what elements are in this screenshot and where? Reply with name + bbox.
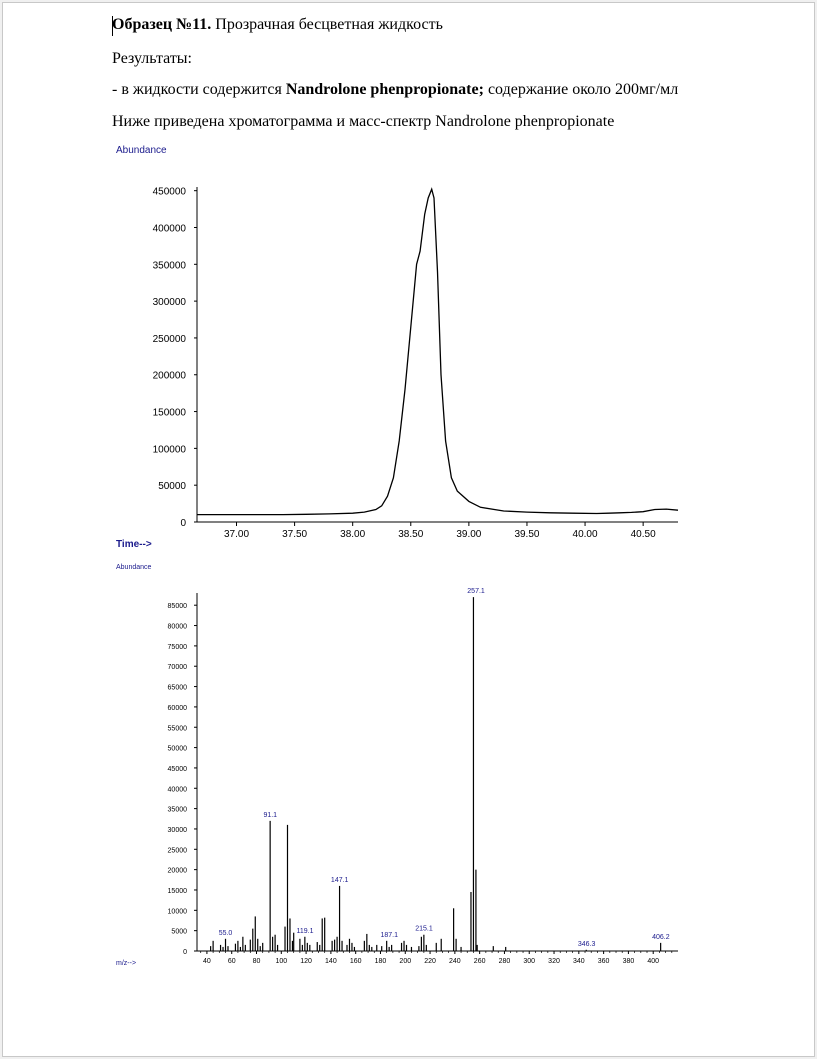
spectrum-peak-label: 215.1 bbox=[415, 925, 433, 933]
spectrum-ylabel: Abundance bbox=[116, 564, 152, 571]
spectrum-peak-label: 91.1 bbox=[263, 811, 278, 819]
spectrum-x-tick-label: 360 bbox=[597, 958, 610, 965]
spectrum-x-tick-label: 380 bbox=[622, 958, 635, 965]
caption-line: Ниже приведена хроматограмма и масс-спектр Nandrolone phenpropionate bbox=[112, 113, 615, 130]
spectrum-peak-label: 346.3 bbox=[577, 940, 596, 948]
chromatogram-y-tick-label: 300000 bbox=[152, 297, 186, 309]
spectrum-y-tick-label: 50000 bbox=[167, 745, 187, 753]
chromatogram-y-tick-label: 200000 bbox=[152, 370, 186, 382]
chromatogram-x-tick-label: 38.00 bbox=[340, 529, 366, 540]
mass-spectrum-chart bbox=[0, 560, 817, 980]
spectrum-y-tick-label: 75000 bbox=[167, 643, 187, 651]
spectrum-x-tick-label: 280 bbox=[498, 958, 511, 965]
spectrum-peak-label: 147.1 bbox=[330, 876, 349, 884]
chromatogram-y-tick-label: 150000 bbox=[152, 407, 186, 419]
chromatogram-y-tick-label: 450000 bbox=[152, 186, 186, 198]
chromatogram-x-tick-label: 39.50 bbox=[514, 529, 540, 540]
spectrum-x-tick-label: 400 bbox=[647, 958, 660, 965]
spectrum-x-tick-label: 260 bbox=[473, 958, 486, 965]
spectrum-peak-label: 119.1 bbox=[296, 927, 314, 935]
spectrum-x-tick-label: 140 bbox=[325, 958, 337, 965]
spectrum-x-tick-label: 200 bbox=[399, 958, 412, 965]
spectrum-y-tick-label: 20000 bbox=[167, 867, 187, 875]
spectrum-y-tick-label: 80000 bbox=[167, 623, 187, 631]
chromatogram-x-tick-label: 39.00 bbox=[456, 529, 482, 540]
spectrum-y-tick-label: 0 bbox=[183, 949, 187, 956]
spectrum-peak-label: 55.0 bbox=[218, 929, 233, 937]
spectrum-y-tick-label: 85000 bbox=[167, 603, 187, 611]
spectrum-y-tick-label: 70000 bbox=[167, 664, 187, 672]
spectrum-y-tick-label: 35000 bbox=[167, 806, 187, 814]
finding-suffix: содержание около 200мг/мл bbox=[483, 81, 679, 98]
spectrum-y-tick-label: 25000 bbox=[167, 847, 187, 855]
chromatogram-x-tick-label: 38.50 bbox=[398, 529, 424, 540]
spectrum-peak-label: 406.2 bbox=[652, 933, 670, 941]
spectrum-x-tick-label: 160 bbox=[349, 958, 362, 965]
spectrum-peak-label: 257.1 bbox=[467, 588, 485, 596]
results-heading: Результаты: bbox=[112, 50, 192, 67]
spectrum-y-tick-label: 45000 bbox=[167, 765, 187, 773]
spectrum-x-tick-label: 300 bbox=[523, 958, 536, 965]
spectrum-x-tick-label: 320 bbox=[548, 958, 560, 965]
chromatogram-y-tick-label: 0 bbox=[180, 518, 186, 529]
spectrum-x-tick-label: 340 bbox=[572, 958, 585, 965]
chromatogram-y-tick-label: 100000 bbox=[152, 444, 186, 456]
finding-compound: Nandrolone phenpropionate; bbox=[285, 81, 484, 98]
spectrum-xlabel: m/z--> bbox=[116, 960, 137, 967]
spectrum-y-tick-label: 40000 bbox=[167, 786, 187, 794]
spectrum-x-tick-label: 220 bbox=[424, 958, 436, 965]
spectrum-y-tick-label: 10000 bbox=[167, 908, 187, 916]
spectrum-y-tick-label: 65000 bbox=[167, 684, 187, 692]
chromatogram-y-tick-label: 250000 bbox=[152, 333, 186, 345]
spectrum-y-tick-label: 30000 bbox=[167, 826, 187, 834]
finding-prefix: - в жидкости содержится bbox=[112, 81, 286, 98]
spectrum-x-tick-label: 120 bbox=[300, 958, 312, 965]
spectrum-y-tick-label: 15000 bbox=[167, 887, 187, 895]
sample-title: Образец №11. bbox=[112, 16, 212, 33]
chromatogram-y-tick-label: 50000 bbox=[158, 481, 186, 493]
chromatogram-ylabel: Abundance bbox=[116, 145, 167, 156]
chromatogram-x-tick-label: 37.00 bbox=[223, 529, 250, 540]
chromatogram-trace bbox=[197, 189, 678, 514]
spectrum-x-tick-label: 240 bbox=[449, 958, 461, 965]
chromatogram-xlabel: Time--> bbox=[116, 539, 152, 550]
chromatogram-y-tick-label: 400000 bbox=[152, 223, 186, 235]
chromatogram-x-tick-label: 40.00 bbox=[572, 529, 598, 540]
spectrum-x-tick-label: 100 bbox=[275, 958, 288, 965]
spectrum-x-tick-label: 40 bbox=[203, 958, 211, 965]
spectrum-y-tick-label: 55000 bbox=[167, 725, 187, 733]
spectrum-x-tick-label: 60 bbox=[227, 958, 236, 965]
sample-description: Прозрачная бесцветная жидкость bbox=[211, 16, 443, 33]
chromatogram-x-tick-label: 40.50 bbox=[630, 529, 656, 540]
chromatogram-y-tick-label: 350000 bbox=[152, 260, 186, 272]
chromatogram-x-tick-label: 37.50 bbox=[282, 529, 308, 540]
spectrum-x-tick-label: 180 bbox=[374, 958, 387, 965]
spectrum-y-tick-label: 5000 bbox=[171, 928, 187, 936]
spectrum-peak-label: 187.1 bbox=[380, 931, 399, 939]
spectrum-y-tick-label: 60000 bbox=[167, 704, 187, 712]
spectrum-x-tick-label: 80 bbox=[252, 958, 261, 965]
